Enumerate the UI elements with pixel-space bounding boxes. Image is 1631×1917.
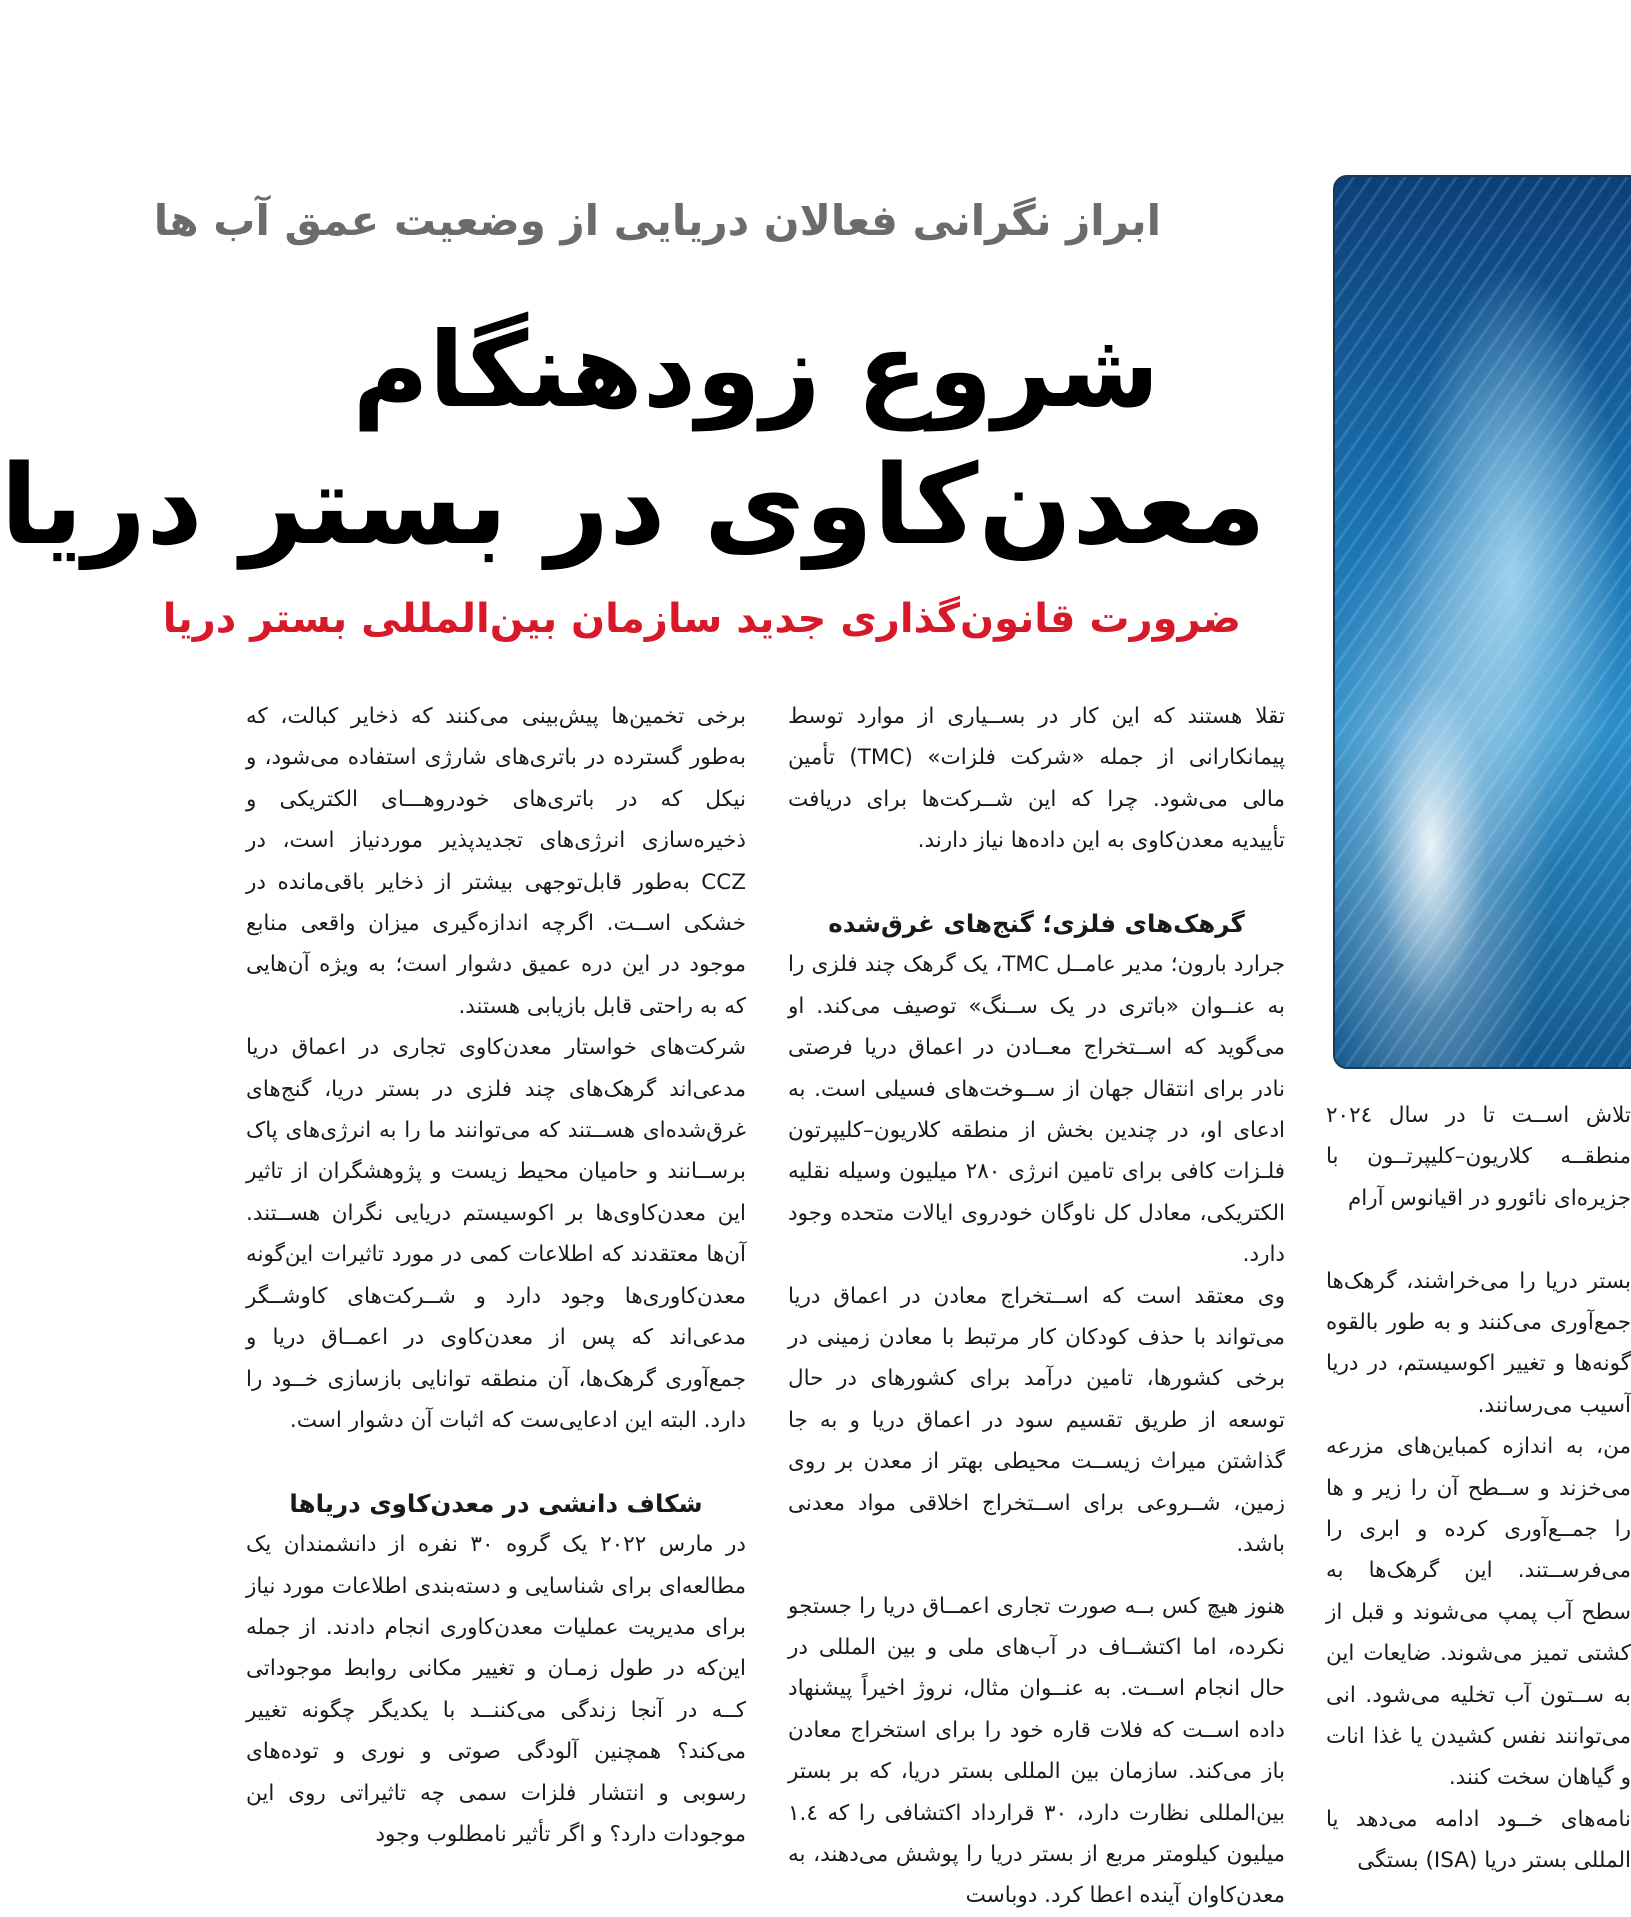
paragraph: برخی تخمین‌ها پیش‌بینی می‌کنند که ذخایر کبالت، که به‌طور گسترده در باتری‌های شارژی استفاده می‌شود، و نیکل که در باتری‌های خودروهـــای الکتریکی و ذخیره‌سازی انرژی‌های تجدیدپذیر موردنیاز است، در CCZ به‌طور قابل‌توجهی بیشتر از ذخایر باقی‌مانده در خشکی اســت. اگرچه اندازه‌گیری میزان واقعی منابع موجود در این دره عمیق دشوار است؛ به ویژه آن‌هایی که به راحتی قابل بازیابی هستند. (246, 704, 746, 1019)
paragraph: شرکت‌های خواستار معدن‌کاوی تجاری در اعماق دریا مدعی‌اند گرهک‌های چند فلزی در بستر دریا، گنج‌های غرق‌شده‌ای هســتند که می‌توانند ما را به انرژی‌های پاک برســانند و حامیان محیط زیست و پژوهشگران از تاثیر این معدن‌کاوی‌ها بر اکوسیستم دریایی نگران هســتند. آن‌ها معتقدند که اطلاعات کمی در مورد تاثیرات این‌گونه معدن‌کاوری‌ها وجود دارد و شــرکت‌های کاوشــگر مدعی‌اند که پس از معدن‌کاوی در اعمــاق دریا و جمع‌آوری گرهک‌ها، آن منطقه توانایی بازسازی خــود را دارد. البته این ادعایی‌ست که اثبات آن دشوار است. (246, 1035, 746, 1433)
section-heading: گرهک‌های فلزی؛ گنج‌های غرق‌شده (828, 909, 1245, 939)
column-middle (788, 696, 1286, 1909)
paragraph: من، به اندازه کمباین‌های مزرعه می‌خزند و ســطح آن را زیر و ها را جمــع‌آوری کرده و ابری را می‌فرســتند. این گرهک‌ها به سطح آب پمپ می‌شوند و قبل از کشتی تمیز می‌شوند. ضایعات این به ســتون آب تخلیه می‌شود. انی می‌توانند نفس کشیدن یا غذا انات و گیاهان سخت کنند. (1326, 1434, 1631, 1791)
paragraph: جرارد بارون؛ مدیر عامــل TMC، یک گرهک چند فلزی را به عنــوان «باتری در یک ســنگ» توصیف می‌کند. او می‌گوید که اســتخراج معــادن در اعماق دریا فرصتی نادر برای انتقال جهان از ســوخت‌های فسیلی است. به ادعای او، در چندین بخش از منطقه کلاریون–کلیپرتون فلـزات کافی برای تامین انرژی ۲۸۰ میلیون وسیله نقلیه الکتریکی، معادل کل ناوگان خودروی ایالات متحده وجود دارد. (788, 952, 1286, 1268)
paragraph: بستر دریا را می‌خراشند، گرهک‌ها جمع‌آوری می‌کنند و به طور بالقوه گونه‌ها و تغییر اکوسیستم، در دریا آسیب می‌رسانند. (1326, 1268, 1631, 1418)
kicker: ابراز نگرانی فعالان دریایی از وضعیت عمق آب ها (153, 196, 1161, 245)
paragraph: تقلا هستند که این کار در بســیاری از موارد توسط پیمانکارانی از جمله «شرکت فلزات» (TMC) تأمین مالی می‌شود. چرا که این شــرکت‌ها برای دریافت تأییدیه معدن‌کاوی به این داده‌ها نیاز دارند. (788, 704, 1285, 854)
paragraph: تلاش اســت تا در سال ۲۰۲٤ منطقــه کلاریون–کلیپرتــون با جزیره‌ای نائورو در اقیانوس آرام (1326, 1103, 1631, 1211)
article-photo (1333, 175, 1631, 1069)
column-left (246, 696, 746, 1865)
paragraph: هنوز هیچ کس بــه صورت تجاری اعمــاق دریا را جستجو نکرده، اما اکتشــاف در آب‌های ملی و بین المللی در حال انجام اســت. به عنــوان مثال، نروژ اخیراً پیشنهاد داده اســت که فلات قاره خود را برای استخراج معادن باز می‌کند. سازمان بین المللی بستر دریا، که بر بستر بین‌المللی نظارت دارد، ۳۰ قرارداد اکتشافی را که ۱.٤ میلیون کیلومتر مربع از بستر دریا را پوشش می‌دهند، به معدن‌کاوان آینده اعطا کرد. دوباست (788, 1593, 1285, 1909)
subtitle: ضرورت قانون‌گذاری جدید سازمان بین‌المللی بستر دریا (162, 596, 1241, 642)
paragraph: وی معتقد است که اســتخراج معادن در اعماق دریا می‌تواند با حذف کودکان کار مرتبط با معادن زمینی در برخی کشورها، تامین درآمد برای کشورهای در حال توسعه از طریق تقسیم سود در اعماق دریا و به جا گذاشتن میراث زیســت محیطی بهتر از معدن بر روی زمین، شــروعی برای اســتخراج اخلاقی مواد معدنی باشد. (788, 1283, 1285, 1558)
column-right (1326, 1095, 1631, 1874)
headline-line-1: شروع زودهنگام (352, 309, 1160, 431)
headline-line-2: معدن‌کاوی در بستر دریا (0, 441, 1266, 569)
paragraph: در مارس ۲۰۲۲ یک گروه ۳۰ نفره از دانشمندان یک مطالعه‌ای برای شناسایی و دسته‌بندی اطلاعات مورد نیاز برای مدیریت عملیات معدن‌کاوری انجام دادند. از جمله این‌که در طول زمـان و تغییر مکانی روابط موجوداتی کــه در آنجا زندگی می‌کننــد با یکدیگر چگونه تغییر می‌کند؟ همچنین آلودگی صوتی و نوری و توده‌های رسوبی و انتشار فلزات سمی چه تاثیراتی روی این موجودات دارد؟ و اگر تأثیر نامطلوب وجود (246, 1532, 746, 1847)
paragraph: نامه‌های خــود ادامه می‌دهد یا المللی بستر دریا (ISA) بستگی (1326, 1806, 1631, 1874)
section-heading: شکاف دانشی در معدن‌کاوی دریاها (289, 1488, 703, 1518)
